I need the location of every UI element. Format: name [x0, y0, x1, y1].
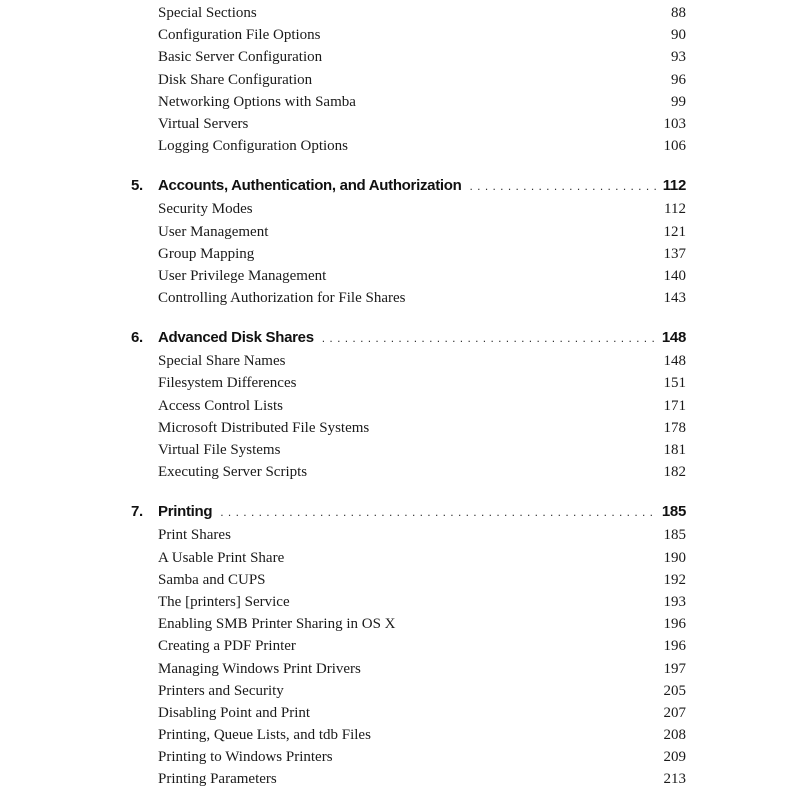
toc-entry[interactable] — [0, 221, 800, 243]
toc-entry-page: 93 — [671, 49, 686, 66]
toc-entry[interactable] — [0, 243, 800, 265]
toc-entry-title: Configuration File Options — [158, 27, 321, 44]
toc-entry-page: 190 — [663, 549, 686, 566]
toc-entry-page: 99 — [671, 93, 686, 110]
chapter-page: 148 — [661, 329, 686, 347]
toc-entry-page: 88 — [671, 5, 686, 21]
toc-entry[interactable] — [0, 658, 800, 680]
toc-entry[interactable] — [0, 461, 800, 483]
toc-chapter-7 — [0, 500, 800, 790]
toc-entry-title: Networking Options with Samba — [158, 93, 356, 110]
toc-entry-title: User Privilege Management — [158, 267, 327, 284]
toc-entry[interactable] — [0, 198, 800, 220]
toc-entry[interactable] — [0, 680, 800, 702]
chapter-title: Accounts, Authentication, and Authorization — [158, 177, 462, 195]
toc-entry-title: Managing Windows Print Drivers — [158, 660, 361, 677]
chapter-title: Printing — [158, 503, 213, 521]
toc-entry-title: Special Sections — [158, 5, 257, 21]
chapter-page: 185 — [661, 503, 686, 521]
chapter-number: 5. — [131, 177, 143, 195]
toc-entry[interactable] — [0, 265, 800, 287]
toc-entry-page: 171 — [663, 397, 686, 414]
toc-entry-page: 90 — [671, 27, 686, 44]
toc-entry-title: Print Shares — [158, 527, 231, 544]
toc-entry-title: Printers and Security — [158, 682, 284, 699]
toc-entry[interactable] — [0, 24, 800, 46]
toc-entry[interactable] — [0, 2, 800, 24]
toc-entry-page: 121 — [663, 223, 686, 240]
toc-entry[interactable] — [0, 91, 800, 113]
chapter-page: 112 — [662, 177, 686, 195]
toc-entry-page: 192 — [663, 571, 686, 588]
toc-entry-page: 106 — [663, 138, 686, 155]
toc-entry-page: 209 — [663, 749, 686, 766]
toc-entry-title: Virtual File Systems — [158, 442, 281, 458]
toc-chapter-6 — [0, 326, 800, 483]
toc-entry-page: 181 — [663, 442, 686, 458]
toc-entry[interactable] — [0, 417, 800, 439]
toc-entry-title: User Management — [158, 223, 269, 240]
toc-entry[interactable] — [0, 613, 800, 635]
chapter-heading[interactable] — [0, 326, 800, 350]
toc-entry[interactable] — [0, 372, 800, 394]
dot-leader — [220, 500, 656, 524]
toc-entry-title: Printing Parameters — [158, 771, 277, 788]
toc-entry-page: 148 — [663, 353, 686, 370]
toc-entry[interactable] — [0, 287, 800, 309]
toc-entry-title: Security Modes — [158, 201, 253, 218]
toc-entry-page: 178 — [663, 419, 686, 436]
toc-entry[interactable] — [0, 135, 800, 157]
toc-entry-title: Samba and CUPS — [158, 571, 266, 588]
toc-entry[interactable] — [0, 113, 800, 135]
toc-entry-title: Filesystem Differences — [158, 375, 297, 392]
toc-entry-page: 213 — [663, 771, 686, 788]
toc-entry[interactable] — [0, 46, 800, 68]
toc-entry[interactable] — [0, 350, 800, 372]
toc-entry[interactable] — [0, 524, 800, 546]
toc-entry-page: 182 — [663, 464, 686, 481]
chapter-heading[interactable] — [0, 174, 800, 198]
toc-chapter-5 — [0, 174, 800, 309]
toc-entry[interactable] — [0, 439, 800, 461]
toc-entry[interactable] — [0, 69, 800, 91]
toc-entry[interactable] — [0, 746, 800, 768]
chapter-number: 6. — [131, 329, 143, 347]
toc-entry-title: Group Mapping — [158, 245, 255, 262]
toc-entry[interactable] — [0, 724, 800, 746]
toc-entry-page: 193 — [663, 593, 686, 610]
dot-leader — [469, 174, 656, 198]
toc-entry-title: Logging Configuration Options — [158, 138, 348, 155]
toc-entry-page: 185 — [663, 527, 686, 544]
chapter-title: Advanced Disk Shares — [158, 329, 314, 347]
toc-entry-title: Executing Server Scripts — [158, 464, 308, 481]
toc-entry-title: Special Share Names — [158, 353, 286, 370]
toc-lead-section — [0, 2, 800, 157]
toc-entry-page: 208 — [663, 727, 686, 744]
toc-entry-page: 112 — [664, 201, 686, 218]
toc-entry-page: 196 — [663, 638, 686, 655]
toc-entry-page: 143 — [663, 290, 686, 307]
toc-entry-title: The [printers] Service — [158, 593, 290, 610]
toc-entry-title: Virtual Servers — [158, 115, 249, 132]
toc-entry[interactable] — [0, 702, 800, 724]
toc-entry-page: 197 — [663, 660, 686, 677]
toc-entry-page: 207 — [663, 704, 686, 721]
toc-entry-title: Controlling Authorization for File Shares — [158, 290, 406, 307]
toc-entry-page: 151 — [663, 375, 686, 392]
toc-entry[interactable] — [0, 591, 800, 613]
toc-entry-title: Disabling Point and Print — [158, 704, 311, 721]
toc-entry-page: 103 — [663, 115, 686, 132]
toc-entry-title: Printing, Queue Lists, and tdb Files — [158, 727, 371, 744]
toc-entry-page: 196 — [663, 616, 686, 633]
toc-entry-title: Enabling SMB Printer Sharing in OS X — [158, 616, 396, 633]
toc-entry[interactable] — [0, 547, 800, 569]
chapter-heading[interactable] — [0, 500, 800, 524]
toc-entry-title: A Usable Print Share — [158, 549, 285, 566]
toc-entry[interactable] — [0, 635, 800, 657]
toc-entry-title: Printing to Windows Printers — [158, 749, 333, 766]
toc-entry[interactable] — [0, 768, 800, 790]
toc-entry-title: Disk Share Configuration — [158, 71, 313, 88]
toc-entry-page: 137 — [663, 245, 686, 262]
dot-leader — [322, 326, 656, 350]
toc-entry-title: Access Control Lists — [158, 397, 283, 414]
toc-entry-page: 140 — [663, 267, 686, 284]
toc-entry[interactable] — [0, 395, 800, 417]
toc-entry[interactable] — [0, 569, 800, 591]
toc-entry-title: Microsoft Distributed File Systems — [158, 419, 370, 436]
toc-entry-title: Creating a PDF Printer — [158, 638, 296, 655]
toc-entry-page: 205 — [663, 682, 686, 699]
toc-entry-title: Basic Server Configuration — [158, 49, 323, 66]
toc-entry-page: 96 — [671, 71, 686, 88]
chapter-number: 7. — [131, 503, 143, 521]
